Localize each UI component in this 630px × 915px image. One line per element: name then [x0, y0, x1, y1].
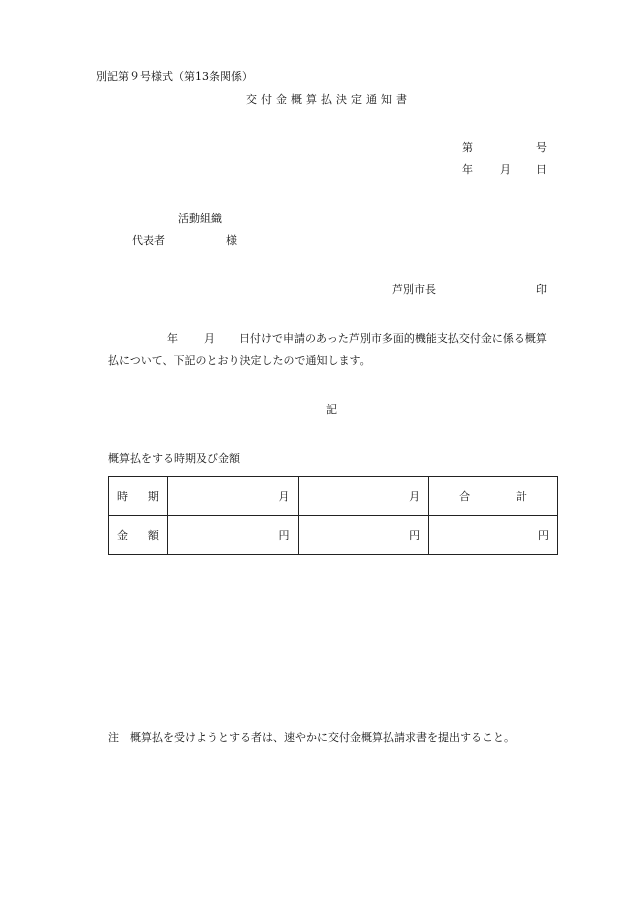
- doc-number-dai: 第: [462, 141, 473, 154]
- addressee-rep: 代表者: [132, 234, 165, 247]
- body-line-1: 日付けで申請のあった芦別市多面的機能支払交付金に係る概算: [239, 332, 547, 345]
- payment-table: [108, 476, 558, 555]
- amount-label-a: 金: [117, 529, 128, 542]
- period-cell-2[interactable]: 月: [298, 477, 429, 516]
- sender-name: 芦別市長: [392, 283, 436, 296]
- footnote: 注 概算払を受けようとする者は、速やかに交付金概算払請求書を提出すること。: [108, 731, 515, 744]
- body-year: 年: [167, 332, 178, 345]
- date-day: 日: [536, 163, 547, 176]
- total-label: [429, 477, 558, 516]
- period-label-a: 時: [117, 490, 128, 503]
- body-line-2: 払について、下記のとおり決定したので通知します。: [108, 354, 371, 367]
- amount-cell-1[interactable]: 円: [167, 516, 298, 555]
- form-label: 別記第９号様式（第13条関係）: [96, 70, 253, 83]
- amount-cell-total[interactable]: 円: [429, 516, 558, 555]
- sender-seal: 印: [536, 283, 547, 296]
- section-heading: 概算払をする時期及び金額: [108, 452, 240, 465]
- table-row-amount: [109, 516, 558, 555]
- ki-marker: 記: [326, 403, 337, 416]
- doc-number-go: 号: [536, 141, 547, 154]
- period-cell-1[interactable]: 月: [167, 477, 298, 516]
- table-row-period: [109, 477, 558, 516]
- date-month: 月: [500, 163, 511, 176]
- total-label-a: 合: [459, 490, 471, 503]
- total-label-b: 計: [516, 490, 527, 503]
- amount-label-b: 額: [147, 529, 159, 542]
- addressee-org: 活動組織: [178, 212, 222, 225]
- body-month: 月: [204, 332, 215, 345]
- amount-label: [109, 516, 168, 555]
- document-title: 交付金概算払決定通知書: [246, 93, 411, 106]
- period-label-b: 期: [147, 490, 159, 503]
- amount-cell-2[interactable]: 円: [298, 516, 429, 555]
- period-label: [109, 477, 168, 516]
- addressee-honorific: 様: [226, 234, 237, 247]
- date-year: 年: [462, 163, 473, 176]
